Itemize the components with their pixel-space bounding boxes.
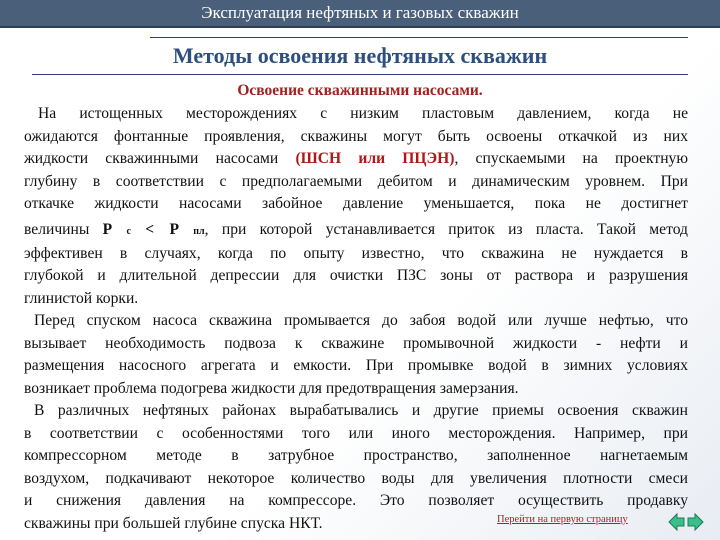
- nav-arrows-svg: [668, 511, 704, 533]
- text-line: ожидаются фонтанные проявления, скважины могут быть освоены откачкой из них: [24, 127, 688, 145]
- pressure-bottomhole-symbol: Р: [102, 220, 114, 238]
- page-title: Методы освоения нефтяных скважин: [172, 43, 548, 68]
- text-span: , при которой устанавливается приток из пласта. Такой метод: [204, 220, 688, 238]
- text-line: откачке жидкости насосами забойное давление уменьшается, пока не достигнет: [24, 195, 688, 212]
- text-line: воздухом, подкачивают некоторое количество воды для увеличения плотности смеси: [24, 469, 688, 487]
- arrow-left-icon[interactable]: [669, 514, 684, 530]
- first-page-link[interactable]: Перейти на первую страницу: [497, 514, 628, 525]
- text-line: в соответствии с особенностями того или иного месторождения. Например, при: [24, 424, 688, 442]
- text-line: скважины при большей глубине спуска НКТ.: [24, 514, 323, 532]
- text-span: , спускаемыми на проектную: [454, 150, 688, 167]
- text-line: В различных нефтяных районах вырабатывались и другие приемы освоения скважин: [34, 402, 688, 419]
- header-title: Эксплуатация нефтяных и газовых скважин: [201, 3, 519, 22]
- divider-top: [150, 37, 688, 38]
- text-line: компрессорном методе в затрубное пространство, заполненное нагнетаемым: [24, 447, 688, 464]
- text-line: размещения насосного агрегата и емкости. При промывке водой в зимних условиях: [24, 357, 688, 374]
- text-line: глубину в соответствии с предполагаемыми дебитом и динамическим уровнем. При: [24, 172, 688, 190]
- text-line: Перед спуском насоса скважина промывается до забоя водой или лучше нефтью, что: [34, 312, 688, 329]
- text-line: глинистой корки.: [24, 289, 139, 307]
- text-line: На истощенных месторождениях с низким пластовым давлением, когда не: [38, 105, 688, 122]
- text-line: глубокой и длительной депрессии для очистки ПЗС зоны от раствора и разрушения: [24, 267, 688, 284]
- pump-types-highlight: (ШСН или ПЦЭН): [295, 150, 455, 167]
- text-line: [24, 216, 688, 243]
- pressure-subscript: пл: [193, 225, 205, 237]
- text-line: [24, 148, 688, 171]
- section-heading: Освоение скважинными насосами.: [237, 82, 483, 99]
- divider-bottom: [32, 74, 688, 75]
- header-bar: [0, 0, 720, 28]
- navigation-arrows: [668, 511, 704, 533]
- arrow-right-icon[interactable]: [688, 514, 703, 530]
- text-span: величины: [24, 220, 103, 238]
- pressure-subscript: с: [126, 225, 131, 237]
- body-text: [24, 103, 688, 535]
- pressure-reservoir-symbol: Р: [169, 220, 180, 238]
- text-line: эффективен в случаях, когда по опыту известно, что скважина не нуждается в: [24, 244, 688, 262]
- text-line: вызывает необходимость подвоза к скважине промывочной жидкости - нефти и: [24, 334, 688, 352]
- less-than-symbol: <: [130, 220, 170, 238]
- text-line: возникает проблема подогрева жидкости для предотвращения замерзания.: [24, 379, 519, 397]
- text-line: и снижения давления на компрессоре. Это позволяет осуществить продавку: [24, 492, 688, 509]
- text-span: жидкости скважинными насосами: [24, 150, 296, 167]
